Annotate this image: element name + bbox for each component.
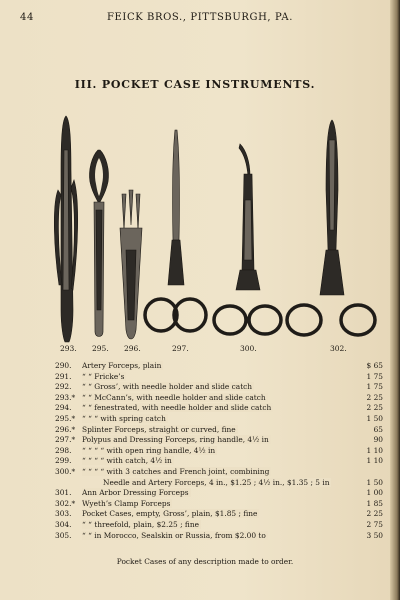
item-price: 1 85 bbox=[366, 498, 383, 508]
footer-note: Pocket Cases of any description made to order. bbox=[116, 557, 294, 566]
figure-label: 302. bbox=[330, 344, 347, 353]
item-description-text: Artery Forceps, plain bbox=[82, 361, 162, 370]
price-list-row bbox=[55, 414, 383, 425]
figure-293-forceps bbox=[54, 116, 77, 342]
item-description bbox=[82, 372, 347, 383]
item-description-text: “ “ “ with spring catch bbox=[82, 413, 166, 423]
item-description bbox=[82, 520, 347, 531]
item-description-text: “ “ fenestrated, with needle holder and slide catch bbox=[82, 403, 272, 413]
item-description-text: Ann Arbor Dressing Forceps bbox=[82, 488, 189, 498]
figure-label: 300. bbox=[240, 344, 257, 353]
price-list-row bbox=[55, 520, 383, 531]
item-price: 1 00 bbox=[366, 488, 383, 498]
figure-295-forceps bbox=[89, 150, 108, 337]
price-list-row bbox=[55, 361, 383, 372]
item-number: 305. bbox=[55, 530, 72, 540]
figure-300-forceps bbox=[214, 144, 281, 334]
item-number: 294. bbox=[55, 403, 72, 413]
item-description-text: “ “ “ “ with open ring handle, 4½ in bbox=[82, 445, 216, 455]
item-description bbox=[82, 456, 347, 467]
figure-297-forceps bbox=[145, 130, 206, 331]
item-price: 2 25 bbox=[366, 392, 383, 402]
page-header bbox=[0, 12, 390, 26]
item-price: 1 50 bbox=[366, 477, 383, 487]
price-list-row bbox=[55, 456, 383, 467]
price-list bbox=[55, 361, 383, 541]
item-price: 1 50 bbox=[366, 413, 383, 423]
item-description-text: Splinter Forceps, straight or curved, fine bbox=[82, 424, 236, 434]
price-list-row bbox=[55, 531, 383, 542]
item-description bbox=[82, 425, 347, 436]
price-list-row bbox=[55, 488, 383, 499]
item-description bbox=[82, 446, 347, 457]
item-price: $ 65 bbox=[366, 361, 383, 370]
item-description-text: Needle and Artery Forceps, 4 in., $1.25 ; 4½ in., $1.35 ; 5 in bbox=[103, 477, 330, 487]
item-description-text: “ “ McCann’s, with needle holder and slide catch bbox=[82, 392, 266, 402]
item-description bbox=[82, 467, 347, 478]
price-list-row bbox=[55, 393, 383, 404]
item-description-text: “ “ in Morocco, Sealskin or Russia, from $2.00 to bbox=[82, 530, 266, 540]
item-description-text: “ “ “ “ with 3 catches and French joint, combining bbox=[82, 466, 270, 476]
item-description bbox=[82, 499, 347, 510]
item-description bbox=[82, 435, 347, 446]
item-description-text: Pocket Cases, empty, Gross’, plain, $1.85 ; fine bbox=[82, 509, 258, 519]
item-description-text: “ “ threefold, plain, $2.25 ; fine bbox=[82, 519, 199, 529]
item-price: 1 75 bbox=[366, 382, 383, 392]
item-price: 2 75 bbox=[366, 519, 383, 529]
item-number: 292. bbox=[55, 382, 72, 392]
item-description-text: Polypus and Dressing Forceps, ring handle, 4½ in bbox=[82, 435, 269, 445]
figure-label: 297. bbox=[172, 344, 189, 353]
item-description-text: “ “ “ “ with catch, 4½ in bbox=[82, 456, 172, 466]
price-list-row bbox=[55, 382, 383, 393]
item-description bbox=[82, 403, 347, 414]
item-number: 303. bbox=[55, 509, 72, 519]
item-price: 2 25 bbox=[366, 403, 383, 413]
figure-labels bbox=[40, 344, 390, 358]
item-number: 295.* bbox=[55, 413, 76, 423]
item-description-text: Wyeth’s Clamp Forceps bbox=[82, 498, 171, 508]
item-description bbox=[82, 531, 347, 542]
item-number: 290. bbox=[55, 361, 72, 370]
page-number: 44 bbox=[20, 12, 34, 23]
item-price: 1 10 bbox=[366, 456, 383, 466]
item-number: 300.* bbox=[55, 466, 76, 476]
item-price: 1 75 bbox=[366, 371, 383, 381]
item-number: 293.* bbox=[55, 392, 76, 402]
item-description bbox=[82, 382, 347, 393]
section-title: III. POCKET CASE INSTRUMENTS. bbox=[74, 78, 316, 91]
price-list-row bbox=[55, 467, 383, 478]
price-list-row bbox=[55, 435, 383, 446]
item-price: 90 bbox=[373, 435, 383, 445]
item-description bbox=[82, 361, 347, 372]
item-price: 65 bbox=[373, 424, 383, 434]
item-number: 298. bbox=[55, 445, 72, 455]
figure-label: 295. bbox=[92, 344, 109, 353]
instrument-illustrations bbox=[40, 110, 390, 355]
price-list-row bbox=[55, 499, 383, 510]
item-price: 1 10 bbox=[366, 445, 383, 455]
item-description-text: “ “ Fricke’s bbox=[82, 371, 125, 381]
figure-296-forceps bbox=[120, 190, 142, 339]
item-number: 297.* bbox=[55, 435, 76, 445]
item-price: 2 25 bbox=[366, 509, 383, 519]
item-price: 3 50 bbox=[366, 530, 383, 540]
figure-label: 296. bbox=[124, 344, 141, 353]
page-edge bbox=[390, 0, 400, 600]
item-number: 304. bbox=[55, 519, 72, 529]
price-list-row bbox=[55, 425, 383, 436]
item-number: 296.* bbox=[55, 424, 76, 434]
item-description bbox=[82, 509, 347, 520]
figure-label: 293. bbox=[60, 344, 77, 353]
item-description bbox=[82, 488, 347, 499]
running-title: FEICK BROS., PITTSBURGH, PA. bbox=[106, 12, 294, 23]
item-number: 299. bbox=[55, 456, 72, 466]
item-number: 291. bbox=[55, 371, 72, 381]
item-description bbox=[82, 414, 347, 425]
item-number: 301. bbox=[55, 488, 72, 498]
figure-302-forceps bbox=[287, 120, 375, 335]
price-list-row bbox=[55, 403, 383, 414]
item-description bbox=[82, 393, 347, 404]
price-list-row bbox=[55, 446, 383, 457]
item-description-text: “ “ Gross’, with needle holder and slide catch bbox=[82, 382, 253, 392]
price-list-row bbox=[55, 478, 383, 489]
item-description bbox=[103, 478, 347, 489]
item-number: 302.* bbox=[55, 498, 76, 508]
price-list-row bbox=[55, 509, 383, 520]
price-list-row bbox=[55, 372, 383, 383]
